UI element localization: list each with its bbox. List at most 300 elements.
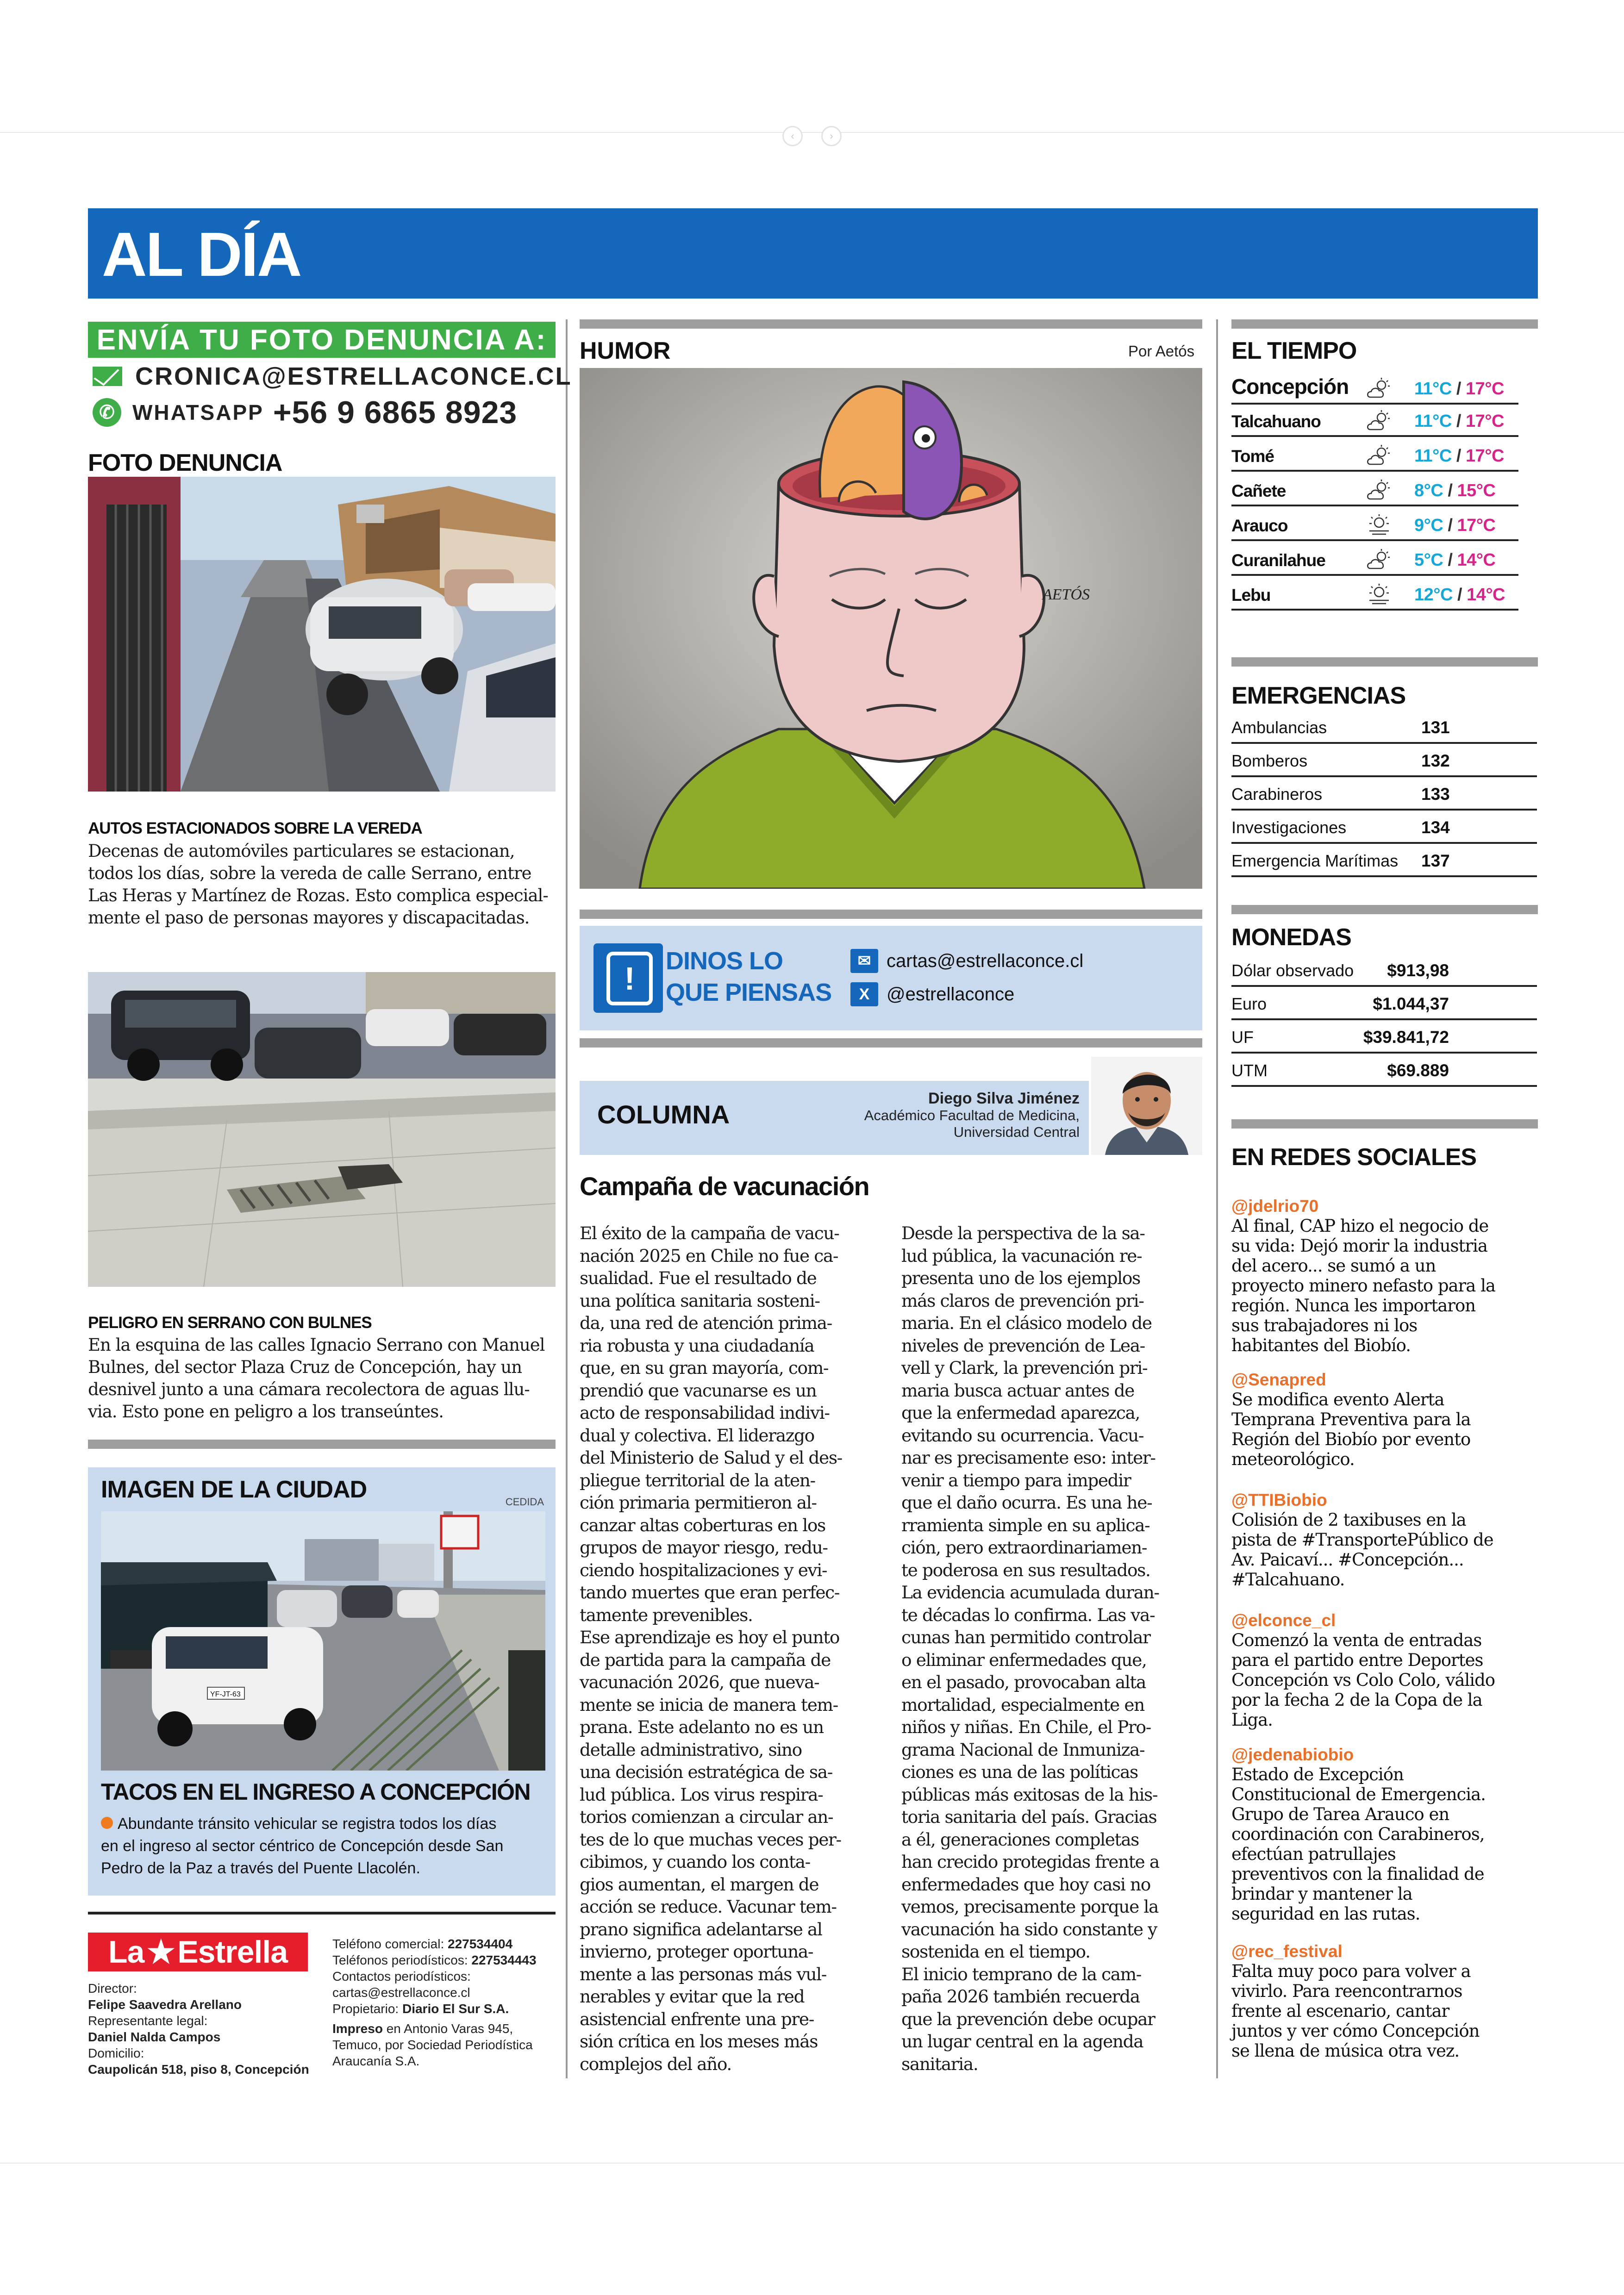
imagen-title: IMAGEN DE LA CIUDAD bbox=[101, 1476, 367, 1503]
weather-title: EL TIEMPO bbox=[1231, 337, 1357, 364]
whatsapp-contact[interactable] bbox=[93, 394, 517, 430]
article-line: lud pública, la vacunación re- bbox=[901, 1245, 1142, 1266]
temp-min: 9°C bbox=[1414, 516, 1443, 535]
tweet-line: región. Nunca les importaron bbox=[1231, 1296, 1476, 1316]
emergency-row bbox=[1231, 710, 1537, 744]
temperature-range bbox=[1414, 585, 1505, 605]
contact-email[interactable]: cartas@estrellaconce.cl bbox=[332, 1985, 470, 2000]
emergency-label: Carabineros bbox=[1231, 785, 1323, 804]
temp-max: 14°C bbox=[1457, 550, 1496, 570]
emergency-row bbox=[1231, 810, 1537, 844]
article-line: mortalidad, especialmente en bbox=[901, 1694, 1144, 1715]
partly-cloudy-icon bbox=[1366, 444, 1393, 467]
article-line: ciones es una de las políticas bbox=[901, 1762, 1138, 1782]
imprint-value: en Antonio Varas 945, bbox=[386, 2021, 513, 2036]
article-line: invierno, proteger oportuna- bbox=[580, 1941, 813, 1962]
tweet-line: juntos y ver cómo Concepción bbox=[1231, 2021, 1480, 2041]
cartoon-signature: AETÓS bbox=[1043, 586, 1090, 603]
foto-denuncia-title: FOTO DENUNCIA bbox=[88, 449, 282, 476]
tweet-line: meteorológico. bbox=[1231, 1449, 1355, 1469]
article-line: a él, generaciones completas bbox=[901, 1829, 1139, 1850]
tweet-line: proyecto minero nefasto para la bbox=[1231, 1276, 1495, 1296]
article-line: sanitaria. bbox=[901, 2053, 978, 2074]
article-line: grama Nacional de Inmuniza- bbox=[901, 1739, 1145, 1760]
weather-row bbox=[1231, 507, 1518, 541]
humor-title: HUMOR bbox=[580, 337, 671, 364]
letters-email[interactable]: cartas@estrellaconce.cl bbox=[887, 950, 1084, 971]
monedas-title: MONEDAS bbox=[1231, 924, 1351, 951]
caption-line: En la esquina de las calles Ignacio Serrano con Manuel bbox=[88, 1335, 545, 1355]
imprint-label: Director: bbox=[88, 1981, 137, 1996]
tweet-text bbox=[1231, 1630, 1537, 1730]
column-divider bbox=[1216, 319, 1218, 2078]
tweet-line: seguridad en las rutas. bbox=[1231, 1904, 1420, 1924]
imprint-label: Representante legal: bbox=[88, 2014, 208, 2028]
imagen-caption-title: TACOS EN EL INGRESO A CONCEPCIÓN bbox=[101, 1779, 531, 1805]
article-line: prano significa adelantarse al bbox=[580, 1919, 822, 1940]
emergency-number[interactable]: 131 bbox=[1421, 718, 1450, 737]
article-line: dual y colectiva. El liderazgo bbox=[580, 1425, 814, 1446]
caption-line: Bulnes, del sector Plaza Cruz de Concepción, hay un bbox=[88, 1357, 522, 1377]
caption-line: mente el paso de personas mayores y discapacitadas. bbox=[88, 908, 530, 928]
tweet-handle[interactable]: @elconce_cl bbox=[1231, 1611, 1336, 1630]
tweet-line: Estado de Excepción bbox=[1231, 1765, 1404, 1784]
redes-title: EN REDES SOCIALES bbox=[1231, 1144, 1477, 1171]
tweet-line: sus trabajadores ni los bbox=[1231, 1316, 1418, 1335]
emergency-row bbox=[1231, 776, 1537, 811]
article-line: tamente prevenibles. bbox=[580, 1604, 753, 1625]
tweet-line: del acero... se sumó a un bbox=[1231, 1256, 1436, 1276]
temp-min: 11°C bbox=[1414, 446, 1452, 466]
partly-cloudy-icon bbox=[1366, 548, 1393, 571]
article-line: da, una red de atención prima- bbox=[580, 1313, 832, 1333]
article-line: de partida para la campaña de bbox=[580, 1649, 831, 1670]
article-line: evitando su ocurrencia. Vacu- bbox=[901, 1425, 1144, 1446]
dinos-title bbox=[666, 945, 842, 1008]
currency-value: $1.044,37 bbox=[1373, 994, 1449, 1013]
article-line: mente se inicia de manera tem- bbox=[580, 1694, 838, 1715]
article-line: torios comienzan a circular an- bbox=[580, 1807, 833, 1827]
imagen-caption bbox=[101, 1813, 545, 1879]
section-divider bbox=[1231, 657, 1538, 667]
bullet-icon bbox=[101, 1817, 113, 1829]
photo1-caption bbox=[88, 840, 556, 929]
author-portrait bbox=[1091, 1057, 1202, 1155]
tweet-line: Concepción vs Colo Colo, válido bbox=[1231, 1670, 1495, 1690]
license-plate: YF-JT-63 bbox=[210, 1690, 241, 1698]
article-line: han crecido protegidas frente a bbox=[901, 1852, 1159, 1872]
article-line: Ese aprendizaje es hoy el punto bbox=[580, 1627, 840, 1647]
city-name: Curanilahue bbox=[1231, 551, 1325, 570]
author-role: Académico Facultad de Medicina, bbox=[864, 1107, 1080, 1123]
article-line: nerables y evitar que la red bbox=[580, 1986, 805, 2007]
article-column-2 bbox=[901, 1222, 1205, 2075]
section-divider bbox=[580, 319, 1202, 329]
dinos-line: DINOS LO bbox=[666, 947, 783, 975]
imprint-label: Teléfono comercial: bbox=[332, 1937, 444, 1951]
dinos-x[interactable] bbox=[850, 982, 1014, 1006]
next-page-button[interactable]: › bbox=[821, 126, 842, 146]
article-line: paña 2026 también recuerda bbox=[901, 1986, 1140, 2007]
article-line: vacunación 2026, que nueva- bbox=[580, 1672, 819, 1692]
author-name: Diego Silva Jiménez bbox=[928, 1090, 1080, 1107]
article-line: ria robusta y una ciudadanía bbox=[580, 1335, 814, 1356]
imprint-value: Araucanía S.A. bbox=[332, 2054, 420, 2068]
temperature-range bbox=[1414, 550, 1495, 570]
emergency-number[interactable]: 134 bbox=[1421, 818, 1450, 837]
temp-sep: / bbox=[1443, 550, 1457, 570]
article-line: que la prevención debe ocupar bbox=[901, 2008, 1155, 2029]
photo-drain-hazard bbox=[88, 972, 556, 1287]
tweet-text bbox=[1231, 1961, 1537, 2061]
currency-label: Dólar observado bbox=[1231, 961, 1354, 980]
partly-cloudy-icon bbox=[1366, 377, 1393, 400]
article-line: acto de responsabilidad indivi- bbox=[580, 1403, 830, 1423]
imprint-label: Impreso bbox=[332, 2021, 383, 2036]
weather-row bbox=[1231, 542, 1518, 576]
comment-icon bbox=[593, 943, 663, 1013]
page-nav bbox=[782, 126, 842, 146]
currency-row bbox=[1231, 1019, 1537, 1054]
currency-value: $39.841,72 bbox=[1363, 1028, 1449, 1047]
city-name: Tomé bbox=[1231, 447, 1274, 466]
sun-haze-icon bbox=[1366, 583, 1393, 606]
tweet-handle[interactable]: @jdelrio70 bbox=[1231, 1197, 1319, 1216]
emergency-label: Ambulancias bbox=[1231, 718, 1327, 737]
x-handle[interactable]: @estrellaconce bbox=[887, 984, 1015, 1004]
tweet-text bbox=[1231, 1510, 1537, 1590]
temp-sep: / bbox=[1443, 481, 1457, 500]
tweet-line: Falta muy poco para volver a bbox=[1231, 1961, 1471, 1981]
partly-cloudy-icon bbox=[1366, 479, 1393, 502]
tweet-line: Región del Biobío por evento bbox=[1231, 1429, 1471, 1449]
city-name: Cañete bbox=[1231, 481, 1286, 500]
phone-commercial[interactable]: 227534404 bbox=[448, 1937, 513, 1951]
city-name: Talcahuano bbox=[1231, 412, 1321, 431]
temp-sep: / bbox=[1451, 379, 1466, 399]
article-line: vemos, precisamente porque la bbox=[901, 1896, 1158, 1917]
article-line: niños y niñas. En Chile, el Pro- bbox=[901, 1717, 1151, 1737]
tweet-handle[interactable]: @TTIBiobio bbox=[1231, 1491, 1327, 1509]
tweet-line: Liga. bbox=[1231, 1710, 1273, 1730]
temperature-range bbox=[1414, 516, 1495, 536]
article-line: gios aumentan, el margen de bbox=[580, 1874, 819, 1895]
exclamation-icon: ! bbox=[606, 952, 653, 1005]
section-divider bbox=[1231, 1119, 1538, 1129]
imprint-label: Teléfonos periodísticos: bbox=[332, 1953, 468, 1967]
emergency-label: Investigaciones bbox=[1231, 818, 1347, 837]
tweet-line: frente al escenario, cantar bbox=[1231, 2001, 1449, 2021]
imprint-right bbox=[332, 1936, 555, 2069]
whatsapp-number[interactable]: +56 9 6865 8923 bbox=[273, 395, 518, 430]
article-line: enfermedades que hoy casi no bbox=[901, 1874, 1150, 1895]
tweet-line: Constitucional de Emergencia. bbox=[1231, 1784, 1486, 1804]
weather-row bbox=[1231, 366, 1518, 405]
imprint-label: Domicilio: bbox=[88, 2046, 144, 2060]
caption-line: desnivel junto a una cámara recolectora de aguas llu- bbox=[88, 1379, 530, 1399]
article-line: lud pública. Los virus respira- bbox=[580, 1784, 823, 1805]
whatsapp-label: WHATSAPP bbox=[132, 400, 264, 424]
prev-page-button[interactable]: ‹ bbox=[782, 126, 803, 146]
tweet-line: para el partido entre Deportes bbox=[1231, 1650, 1483, 1670]
tweet-line: por la fecha 2 de la Copa de la bbox=[1231, 1690, 1482, 1710]
tweet-text bbox=[1231, 1216, 1537, 1355]
temp-sep: / bbox=[1443, 516, 1457, 535]
article-line: pliegue territorial de la aten- bbox=[580, 1470, 815, 1491]
x-logo-icon: X bbox=[850, 982, 878, 1006]
tweet-handle[interactable]: @Senapred bbox=[1231, 1370, 1326, 1389]
article-line: cunas han permitido controlar bbox=[901, 1627, 1150, 1647]
article-line: cibimos, y cuando los conta- bbox=[580, 1852, 810, 1872]
article-line: rramienta simple en su aplica- bbox=[901, 1515, 1150, 1535]
article-line: prana. Este adelanto no es un bbox=[580, 1717, 824, 1737]
temp-max: 14°C bbox=[1467, 585, 1505, 605]
temp-max: 17°C bbox=[1466, 379, 1504, 399]
imprint-value: Felipe Saavedra Arellano bbox=[88, 1997, 242, 2012]
section-divider bbox=[88, 1440, 556, 1449]
emergency-label: Bomberos bbox=[1231, 751, 1308, 770]
article-line: La evidencia acumulada duran- bbox=[901, 1582, 1159, 1603]
photo-traffic bbox=[101, 1511, 545, 1771]
article-line: en el pasado, provocaban alta bbox=[901, 1672, 1146, 1692]
tweet-handle[interactable]: @rec_festival bbox=[1231, 1942, 1343, 1961]
imprint-label: Propietario: bbox=[332, 2002, 399, 2016]
tweet-text bbox=[1231, 1390, 1537, 1469]
humor-cartoon bbox=[580, 368, 1202, 889]
tweet-line: Temprana Preventiva para la bbox=[1231, 1409, 1471, 1429]
currency-label: UTM bbox=[1231, 1061, 1268, 1080]
tweet-line: pista de #TransportePúblico de bbox=[1231, 1530, 1493, 1550]
tweet-line: Al final, CAP hizo el negocio de bbox=[1231, 1216, 1489, 1236]
article-line: nación 2025 en Chile no fue ca- bbox=[580, 1245, 838, 1266]
imprint-value: Daniel Nalda Campos bbox=[88, 2030, 221, 2044]
star-icon: ★ bbox=[147, 1934, 175, 1970]
article-line: sión crítica en los meses más bbox=[580, 2031, 818, 2052]
dinos-email[interactable] bbox=[850, 949, 1083, 973]
tweet-line: Colisión de 2 taxibuses en la bbox=[1231, 1510, 1466, 1530]
article-line: vacunación ha sido constante y bbox=[901, 1919, 1157, 1940]
partly-cloudy-icon bbox=[1366, 409, 1393, 432]
temp-sep: / bbox=[1451, 412, 1466, 431]
temp-max: 17°C bbox=[1457, 516, 1496, 535]
whatsapp-icon: ✆ bbox=[93, 398, 121, 427]
article-title: Campaña de vacunación bbox=[580, 1172, 869, 1201]
tweet-line: habitantes del Biobío. bbox=[1231, 1335, 1411, 1355]
photo2-caption bbox=[88, 1334, 556, 1423]
currency-value: $69.889 bbox=[1387, 1061, 1449, 1080]
columna-header bbox=[580, 1081, 1089, 1155]
section-divider bbox=[1231, 319, 1538, 329]
city-name: Arauco bbox=[1231, 516, 1288, 535]
mail-icon: ✉ bbox=[850, 949, 878, 973]
author-info bbox=[864, 1090, 1080, 1141]
temp-sep: / bbox=[1451, 446, 1466, 466]
article-column-1 bbox=[580, 1222, 883, 2075]
article-line: un lugar central en la agenda bbox=[901, 2031, 1143, 2052]
temp-max: 15°C bbox=[1457, 481, 1496, 500]
article-line: venir a tiempo para impedir bbox=[901, 1470, 1131, 1491]
emergency-number[interactable]: 132 bbox=[1421, 751, 1450, 770]
caption-line: Pedro de la Paz a través del Puente Llacolén. bbox=[101, 1859, 420, 1877]
caption-line: Decenas de automóviles particulares se estacionan, bbox=[88, 841, 515, 861]
section-divider bbox=[580, 910, 1202, 919]
tweet-text bbox=[1231, 1765, 1537, 1924]
article-line: sostenida en el tiempo. bbox=[901, 1941, 1090, 1962]
article-line: nar es precisamente eso: inter- bbox=[901, 1447, 1156, 1468]
photo-parked-cars bbox=[88, 477, 556, 792]
imprint-value: Temuco, por Sociedad Periodística bbox=[332, 2038, 533, 2052]
section-divider bbox=[1231, 905, 1538, 914]
columna-title: COLUMNA bbox=[597, 1100, 730, 1129]
article-line: maria. En el clásico modelo de bbox=[901, 1313, 1152, 1333]
article-line: vell y Clark, la prevención pri- bbox=[901, 1358, 1148, 1378]
photo1-title: AUTOS ESTACIONADOS SOBRE LA VEREDA bbox=[88, 819, 422, 837]
emergency-number[interactable]: 137 bbox=[1421, 851, 1450, 870]
section-title: AL DÍA bbox=[102, 219, 301, 289]
temperature-range bbox=[1414, 446, 1504, 466]
humor-author: Por Aetós bbox=[1128, 343, 1195, 360]
owner: Diario El Sur S.A. bbox=[402, 2002, 509, 2016]
emergency-row bbox=[1231, 843, 1537, 877]
article-line: Desde la perspectiva de la sa- bbox=[901, 1223, 1145, 1243]
article-line: que, en su gran mayoría, com- bbox=[580, 1358, 829, 1378]
section-divider bbox=[580, 1038, 1202, 1048]
imprint-value: Caupolicán 518, piso 8, Concepción bbox=[88, 2062, 309, 2077]
dinos-lo-que-piensas bbox=[580, 926, 1202, 1030]
emergency-number[interactable]: 133 bbox=[1421, 785, 1450, 804]
article-line: sualidad. Fue el resultado de bbox=[580, 1268, 817, 1288]
tweet-handle[interactable]: @jedenabiobio bbox=[1231, 1745, 1354, 1764]
article-line: una decisión estratégica de sa- bbox=[580, 1762, 832, 1782]
temp-min: 12°C bbox=[1414, 585, 1453, 605]
dinos-line: QUE PIENSAS bbox=[666, 979, 832, 1006]
tweet-line: vivirlo. Para reencontrarnos bbox=[1231, 1981, 1462, 2001]
temperature-range bbox=[1414, 481, 1495, 501]
article-line: niveles de prevención de Lea- bbox=[901, 1335, 1145, 1356]
weather-row bbox=[1231, 576, 1518, 611]
temperature-range bbox=[1414, 412, 1504, 431]
phone-press[interactable]: 227534443 bbox=[471, 1953, 537, 1967]
article-line: grupos de mayor riesgo, redu- bbox=[580, 1537, 828, 1558]
tweet-line: Av. Paicaví... #Concepción... bbox=[1231, 1550, 1464, 1570]
temp-min: 8°C bbox=[1414, 481, 1443, 500]
imprint-left bbox=[88, 1980, 329, 2077]
article-line: te poderosa en sus resultados. bbox=[901, 1559, 1150, 1580]
article-line: más claros de prevención pri- bbox=[901, 1290, 1144, 1311]
article-line: del Ministerio de Salud y el des- bbox=[580, 1447, 842, 1468]
article-line: o eliminar enfermedades que, bbox=[901, 1649, 1147, 1670]
article-line: acción se reduce. Vacunar tem- bbox=[580, 1896, 837, 1917]
temp-min: 11°C bbox=[1414, 412, 1452, 431]
emergencias-title: EMERGENCIAS bbox=[1231, 682, 1406, 709]
caption-line: todos los días, sobre la vereda de calle Serrano, entre bbox=[88, 863, 531, 883]
temp-min: 11°C bbox=[1414, 379, 1452, 399]
caption-line: en el ingreso al sector céntrico de Concepción desde San bbox=[101, 1837, 504, 1855]
tweet-line: brindar y mantener la bbox=[1231, 1884, 1412, 1904]
la-estrella-logo bbox=[88, 1933, 308, 1971]
article-line: ción, pero extraordinariamen- bbox=[901, 1537, 1147, 1558]
article-line: El éxito de la campaña de vacu- bbox=[580, 1223, 839, 1243]
article-line: detalle administrativo, sino bbox=[580, 1739, 802, 1760]
tweet-line: se llena de música otra vez. bbox=[1231, 2041, 1460, 2061]
section-banner bbox=[88, 208, 1538, 299]
article-line: que el daño ocurra. Es una he- bbox=[901, 1492, 1152, 1513]
tweet-line: efectúan patrullajes bbox=[1231, 1844, 1396, 1864]
photo2-title: PELIGRO EN SERRANO CON BULNES bbox=[88, 1314, 372, 1332]
temperature-range bbox=[1414, 379, 1504, 399]
sun-haze-icon bbox=[1366, 513, 1393, 536]
article-line: ciendo hospitalizaciones y evi- bbox=[580, 1559, 827, 1580]
article-line: te décadas lo confirma. Las va- bbox=[901, 1604, 1155, 1625]
logo-text: Estrella bbox=[177, 1934, 288, 1970]
caption-line: Abundante tránsito vehicular se registra todos los días bbox=[118, 1815, 497, 1833]
section-divider bbox=[88, 1912, 556, 1915]
email-address[interactable]: CRONICA@ESTRELLACONCE.CL bbox=[135, 362, 572, 390]
article-line: que la enfermedad aparezca, bbox=[901, 1403, 1140, 1423]
tweet-line: coordinación con Carabineros, bbox=[1231, 1824, 1485, 1844]
tweet-line: Se modifica evento Alerta bbox=[1231, 1390, 1444, 1409]
temp-max: 17°C bbox=[1466, 412, 1504, 431]
city-name: Lebu bbox=[1231, 586, 1271, 605]
article-line: una política sanitaria sosteni- bbox=[580, 1290, 820, 1311]
weather-row bbox=[1231, 403, 1518, 437]
imagen-de-la-ciudad bbox=[88, 1467, 556, 1896]
currency-label: UF bbox=[1231, 1028, 1254, 1047]
article-line: maria busca actuar antes de bbox=[901, 1380, 1134, 1401]
photo-credit: CEDIDA bbox=[505, 1496, 544, 1508]
article-line: mente a las personas más vul- bbox=[580, 1964, 826, 1984]
emergency-label: Emergencia Marítimas bbox=[1231, 851, 1399, 870]
tweet-line: su vida: Dejó morir la industria bbox=[1231, 1236, 1487, 1256]
currency-label: Euro bbox=[1231, 994, 1267, 1013]
tweet-line: Comenzó la venta de entradas bbox=[1231, 1630, 1482, 1650]
article-line: tando muertes que eran perfec- bbox=[580, 1582, 840, 1603]
article-line: canzar altas coberturas en los bbox=[580, 1515, 825, 1535]
currency-value: $913,98 bbox=[1387, 961, 1449, 980]
mail-icon bbox=[93, 367, 122, 386]
article-line: presenta uno de los ejemplos bbox=[901, 1268, 1140, 1288]
article-line: El inicio temprano de la cam- bbox=[901, 1964, 1142, 1984]
foto-denuncia-header: ENVÍA TU FOTO DENUNCIA A: bbox=[88, 322, 556, 358]
city-name: Concepción bbox=[1231, 374, 1349, 399]
caption-line: via. Esto pone en peligro a los transeúntes. bbox=[88, 1402, 443, 1422]
article-line: prendió que vacunarse es un bbox=[580, 1380, 817, 1401]
article-line: ción primaria permitieron al- bbox=[580, 1492, 817, 1513]
weather-row bbox=[1231, 472, 1518, 506]
logo-text: La bbox=[108, 1934, 144, 1970]
caption-line: Las Heras y Martínez de Rozas. Esto complica especial- bbox=[88, 886, 548, 905]
email-contact[interactable] bbox=[93, 362, 572, 391]
tweet-line: Grupo de Tarea Arauco en bbox=[1231, 1804, 1449, 1824]
author-role: Universidad Central bbox=[953, 1124, 1080, 1140]
weather-row bbox=[1231, 437, 1518, 472]
temp-sep: / bbox=[1452, 585, 1467, 605]
emergency-row bbox=[1231, 743, 1537, 777]
article-line: públicas más exitosas de la his- bbox=[901, 1784, 1158, 1805]
article-line: complejos del año. bbox=[580, 2053, 731, 2074]
column-divider bbox=[566, 319, 568, 2078]
article-line: asistencial enfrente una pre- bbox=[580, 2008, 814, 2029]
tweet-line: preventivos con la finalidad de bbox=[1231, 1864, 1484, 1884]
article-line: toria sanitaria del país. Gracias bbox=[901, 1807, 1157, 1827]
currency-row bbox=[1231, 986, 1537, 1020]
tweet-line: #Talcahuano. bbox=[1231, 1570, 1345, 1590]
currency-row bbox=[1231, 953, 1537, 987]
temp-max: 17°C bbox=[1466, 446, 1504, 466]
article-line: tes de lo que muchas veces per- bbox=[580, 1829, 841, 1850]
temp-min: 5°C bbox=[1414, 550, 1443, 570]
currency-row bbox=[1231, 1053, 1537, 1087]
